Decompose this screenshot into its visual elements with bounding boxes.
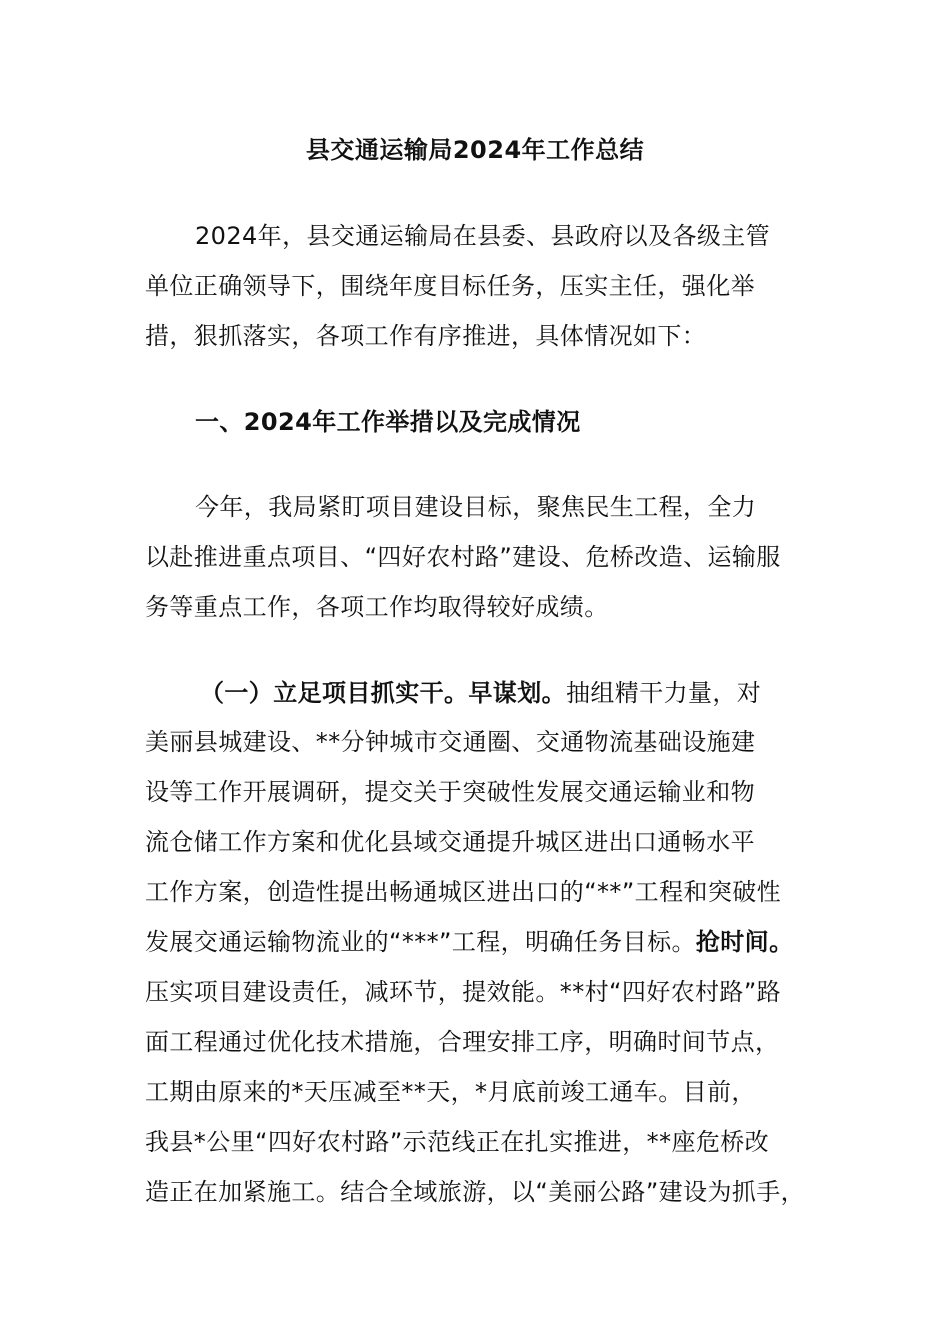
intro-line-1: 2024年，县交通运输局在县委、县政府以及各级主管 — [195, 222, 771, 250]
intro-line-3: 措，狠抓落实，各项工作有序推进，具体情况如下： — [145, 322, 707, 350]
subsection-1-heading: （一）立足项目抓实干。早谋划。 — [200, 679, 566, 707]
section-1-para-line-1: 今年，我局紧盯项目建设目标，聚焦民生工程，全力 — [195, 493, 757, 521]
subsection-1-line-9: 工期由原来的*天压减至**天，*月底前竣工通车。目前， — [145, 1078, 756, 1106]
subsection-1-line-2: 美丽县城建设、**分钟城市交通圈、交通物流基础设施建 — [145, 728, 756, 756]
subsection-1-line-6-text: 发展交通运输物流业的“***”工程，明确任务目标。 — [145, 928, 696, 956]
subsection-1-line-7: 压实项目建设责任，减环节，提效能。**村“四好农村路”路 — [145, 978, 782, 1006]
document-title: 县交通运输局2024年工作总结 — [305, 136, 645, 164]
intro-line-2: 单位正确领导下，围绕年度目标任务，压实主任，强化举 — [145, 272, 755, 300]
subsection-1-line-1-text: 抽组精干力量，对 — [566, 679, 762, 707]
subsection-1-line-10: 我县*公里“四好农村路”示范线正在扎实推进，**座危桥改 — [145, 1128, 770, 1156]
subsection-1-line-8: 面工程通过优化技术措施，合理安排工序，明确时间节点， — [145, 1028, 780, 1056]
subsection-1-line-3: 设等工作开展调研，提交关于突破性发展交通运输业和物 — [145, 778, 755, 806]
subsection-1-line-5: 工作方案，创造性提出畅通城区进出口的“**”工程和突破性 — [145, 878, 782, 906]
section-1-para-line-2: 以赴推进重点项目、“四好农村路”建设、危桥改造、运输服 — [145, 543, 781, 571]
subsection-1-line-11: 造正在加紧施工。结合全域旅游，以“美丽公路”建设为抓手， — [145, 1178, 806, 1206]
subsection-1-line-1 — [200, 675, 761, 711]
subsection-1-line-6 — [145, 924, 793, 960]
section-1-heading: 一、2024年工作举措以及完成情况 — [195, 408, 581, 436]
subsection-1-bold-phrase: 抢时间。 — [695, 928, 794, 956]
subsection-1-line-4: 流仓储工作方案和优化县域交通提升城区进出口通畅水平 — [145, 828, 755, 856]
section-1-para-line-3: 务等重点工作，各项工作均取得较好成绩。 — [145, 593, 609, 621]
